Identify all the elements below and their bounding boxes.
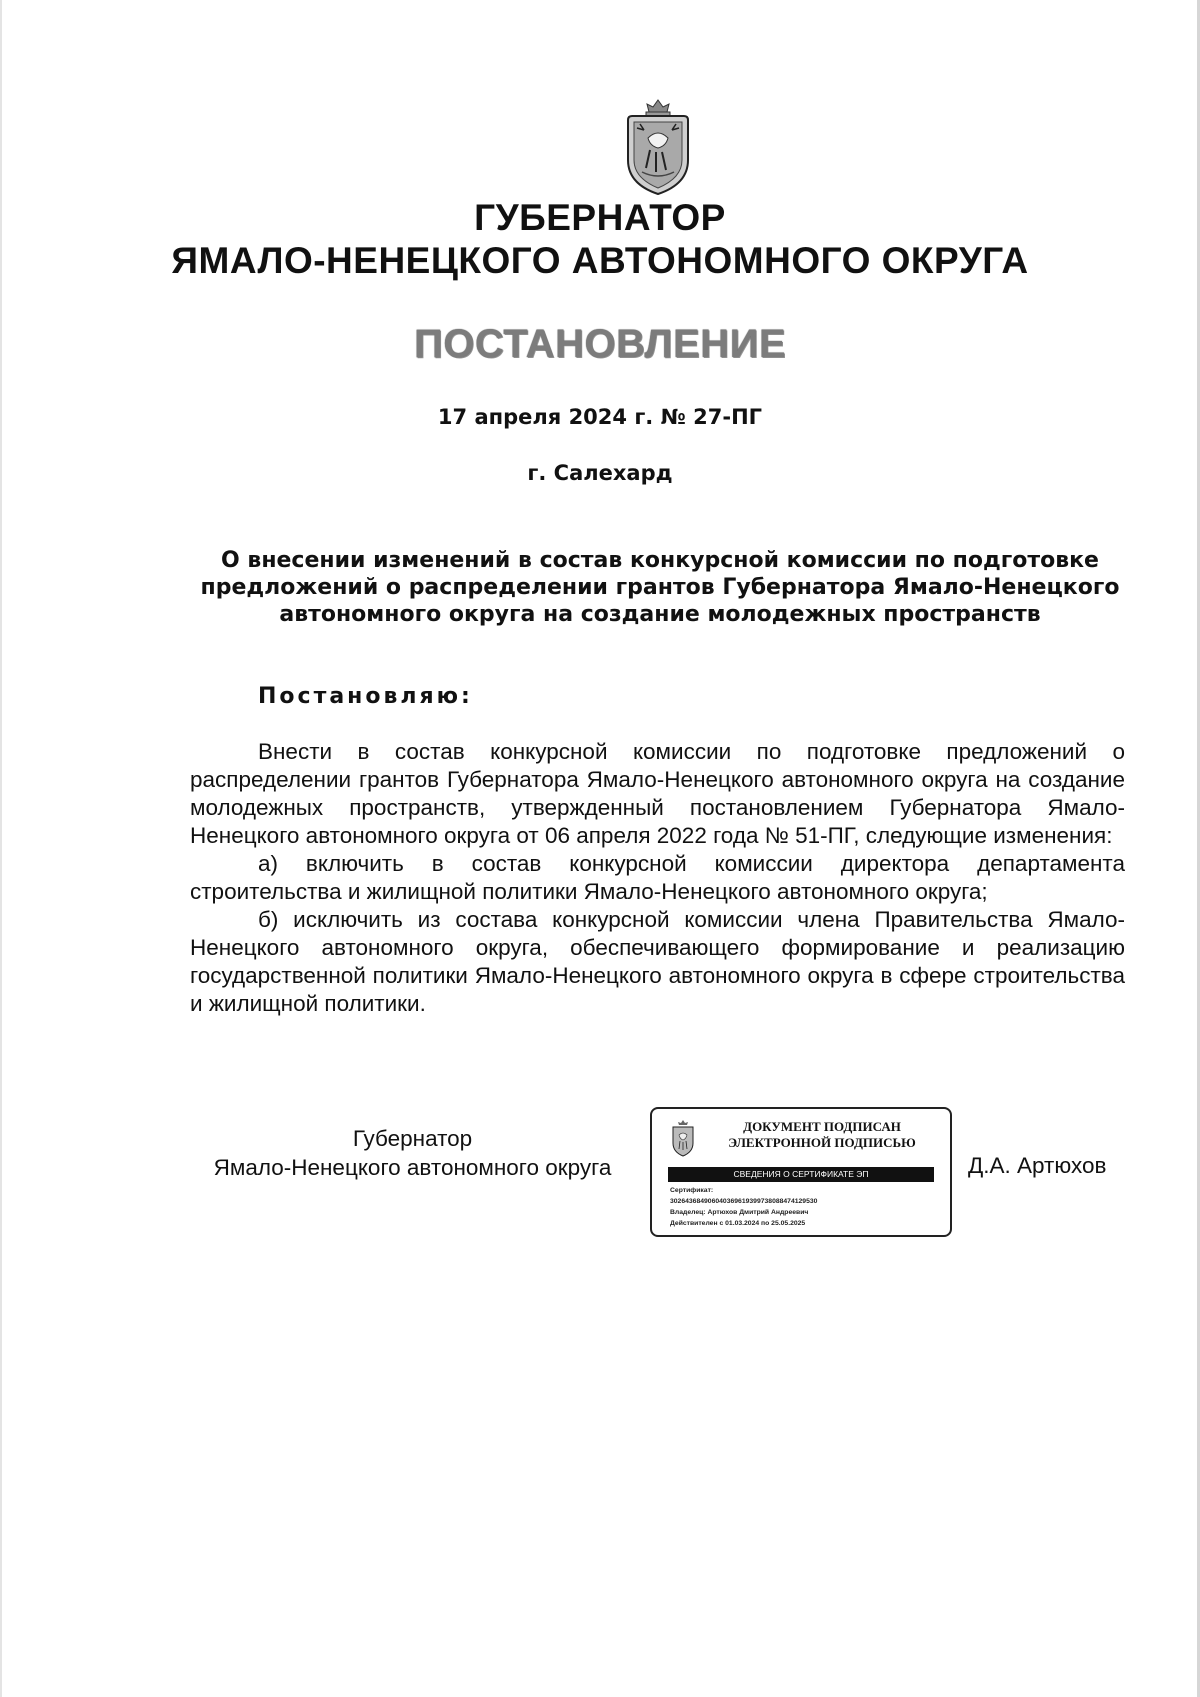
stamp-certificate-bar: СВЕДЕНИЯ О СЕРТИФИКАТЕ ЭП: [668, 1167, 934, 1182]
document-date-number: 17 апреля 2024 г. № 27-ПГ: [437, 405, 763, 429]
body-paragraph-intro: Внести в состав конкурсной комиссии по подготовке предложений о распределении грантов Губернатора Ямало-Ненецкого автономного округа на создание молодежных пространств, утвержденный постановлением Губернатора Ямало-Ненецкого автономного округа от 06 апреля 2022 года № 51-ПГ, следующие изменения:: [190, 739, 1125, 848]
subject-line: автономного округа на создание молодежных пространств: [279, 602, 1041, 627]
document-type: ПОСТАНОВЛЕНИЕ: [413, 322, 786, 366]
subject-line: предложений о распределении грантов Губернатора Ямало-Ненецкого: [200, 575, 1120, 600]
stamp-certificate-label: Сертификат:: [670, 1187, 714, 1194]
body-paragraph-item-b: б) исключить из состава конкурсной комиссии члена Правительства Ямало-Ненецкого автономного округа, обеспечивающего формирование и реализацию государственной политики Ямало-Ненецкого автономного округа в сфере строительства и жилищной политики.: [190, 907, 1125, 1016]
document-city: г. Салехард: [527, 461, 673, 485]
signatory-title-line-2: Ямало-Ненецкого автономного округа: [213, 1155, 612, 1180]
stamp-header-line-2: ЭЛЕКТРОННОЙ ПОДПИСЬЮ: [728, 1135, 916, 1150]
document-subject: [195, 547, 1125, 628]
issuer-title-line-2: ЯМАЛО-НЕНЕЦКОГО АВТОНОМНОГО ОКРУГА: [171, 240, 1029, 281]
stamp-certificate-number: 30264368490604036961939973808847412953​0: [670, 1198, 818, 1205]
body-paragraph-item-a: а) включить в состав конкурсной комиссии директора департамента строительства и жилищной политики Ямало-Ненецкого автономного округа;: [190, 851, 1125, 904]
signatory-title: [190, 1124, 635, 1182]
subject-line: О внесении изменений в состав конкурсной комиссии по подготовке: [221, 548, 1099, 573]
stamp-header: [702, 1119, 942, 1151]
stamp-owner: Владелец: Артюхов Дмитрий Андреевич: [670, 1209, 809, 1216]
stamp-validity: Действителен с 01.03.2024 по 25.05.2025: [670, 1220, 806, 1227]
coat-of-arms-emblem: [618, 98, 698, 198]
stamp-emblem-icon: [670, 1119, 696, 1159]
electronic-signature-stamp: [650, 1107, 952, 1237]
signatory-name: Д.А. Артюхов: [968, 1153, 1107, 1178]
stamp-header-line-1: ДОКУМЕНТ ПОДПИСАН: [743, 1119, 901, 1134]
document-body: [190, 738, 1125, 1018]
stamp-certificate-details: [670, 1185, 945, 1229]
issuer-title-line-1: ГУБЕРНАТОР: [474, 197, 726, 238]
decree-word: Постановляю:: [258, 684, 473, 709]
signatory-title-line-1: Губернатор: [352, 1126, 473, 1151]
